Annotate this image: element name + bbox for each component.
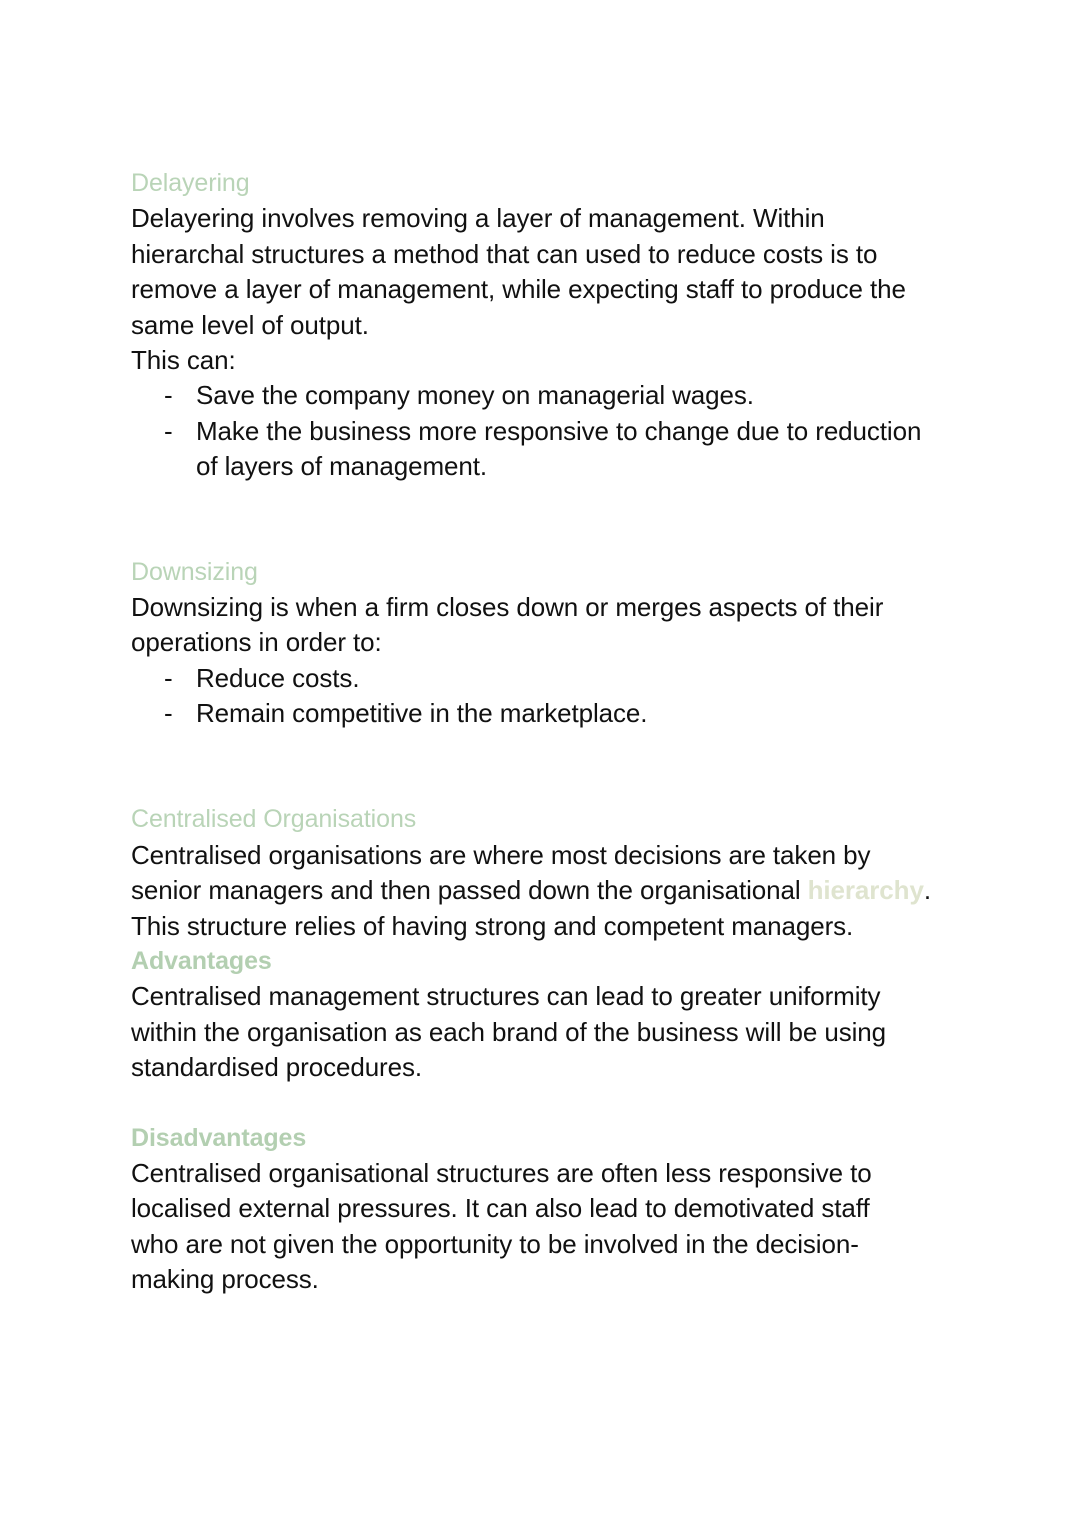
spacer — [131, 485, 961, 555]
body-line: who are not given the opportunity to be involved in the decision- — [131, 1228, 859, 1259]
list-item-continuation: of layers of management. — [196, 451, 487, 482]
body-line: This structure relies of having strong and competent managers. — [131, 910, 854, 941]
list-item-text: Save the company money on managerial wages. — [196, 380, 754, 411]
body-line: within the organisation as each brand of the business will be using — [131, 1016, 886, 1047]
body-line: making process. — [131, 1264, 319, 1295]
body-line: same level of output. — [131, 309, 369, 340]
section-heading: Downsizing — [131, 557, 258, 586]
body-line: hierarchal structures a method that can used to reduce costs is to — [131, 238, 878, 269]
dash-bullet-icon: - — [164, 698, 173, 729]
body-line: Delayering involves removing a layer of management. Within — [131, 203, 825, 234]
section-delayering — [131, 166, 961, 485]
body-line: remove a layer of management, while expecting staff to produce the — [131, 274, 906, 305]
disadvantages-heading: Disadvantages — [131, 1123, 307, 1152]
body-line: operations in order to: — [131, 627, 382, 658]
advantages-heading: Advantages — [131, 947, 272, 976]
list-item — [131, 661, 961, 696]
dash-bullet-icon: - — [164, 662, 173, 693]
list-item — [131, 414, 961, 449]
list-item — [131, 378, 961, 413]
body-text: senior managers and then passed down the organisational — [131, 875, 808, 906]
highlighted-term: hierarchy — [807, 875, 924, 906]
list-item — [131, 696, 961, 731]
body-line: Centralised organisations are where most decisions are taken by — [131, 839, 871, 870]
document-page — [131, 166, 961, 1298]
body-line: localised external pressures. It can also lead to demotivated staff — [131, 1193, 870, 1224]
list-item-text: Remain competitive in the marketplace. — [196, 698, 648, 729]
list-item-text: Make the business more responsive to change due to reduction — [196, 415, 922, 446]
section-heading: Delayering — [131, 169, 250, 197]
spacer — [131, 1086, 961, 1121]
body-line: standardised procedures. — [131, 1052, 423, 1083]
list-intro: This can: — [131, 344, 236, 375]
section-centralised-organisations — [131, 802, 961, 1297]
dash-bullet-icon: - — [164, 380, 173, 411]
body-line — [131, 873, 961, 908]
list-item-text: Reduce costs. — [196, 662, 360, 693]
body-line: Downsizing is when a firm closes down or merges aspects of their — [131, 591, 884, 622]
spacer — [131, 731, 961, 802]
section-downsizing — [131, 555, 961, 732]
body-line: Centralised organisational structures are often less responsive to — [131, 1157, 872, 1188]
section-heading: Centralised Organisations — [131, 805, 417, 834]
body-line: Centralised management structures can lead to greater uniformity — [131, 981, 881, 1012]
dash-bullet-icon: - — [164, 415, 173, 446]
punctuation: . — [923, 875, 931, 906]
